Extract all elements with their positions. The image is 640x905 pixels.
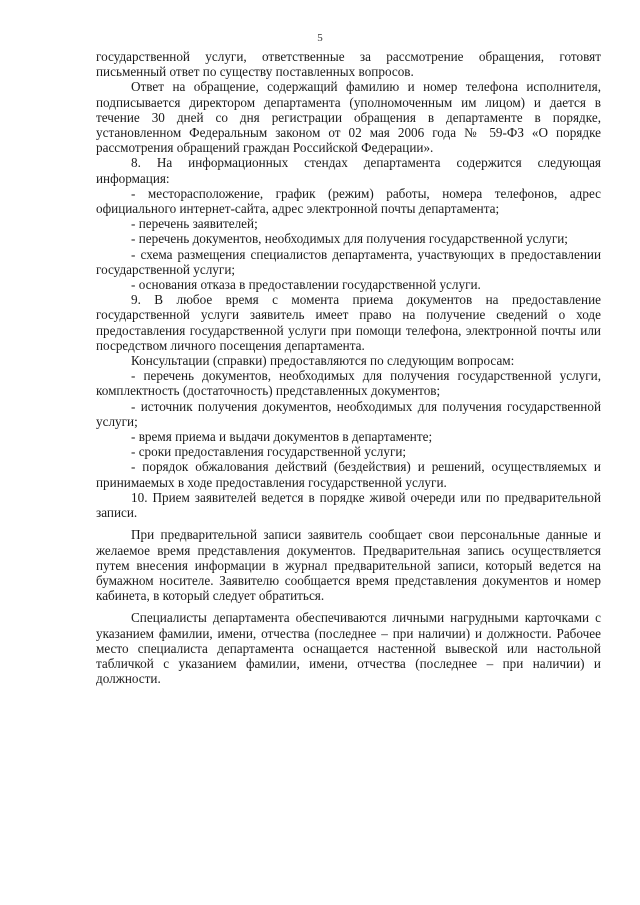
paragraph: - источник получения документов, необходимых для получения государственной услуги; bbox=[96, 398, 601, 429]
paragraph: 10. Прием заявителей ведется в порядке живой очереди или по предварительной записи. bbox=[96, 489, 601, 521]
document-body bbox=[96, 49, 601, 686]
paragraph: - перечень документов, необходимых для получения государственной услуги, комплектность (достаточность) представленных документов; bbox=[96, 368, 601, 399]
paragraph: - схема размещения специалистов департамента, участвующих в предоставлении государственной услуги; bbox=[96, 246, 601, 277]
paragraph: - перечень документов, необходимых для получения государственной услуги; bbox=[131, 231, 568, 247]
paragraph: При предварительной записи заявитель сообщает свои персональные данные и желаемое время представления документов. Предварительная запись осуществляется путем внесения информации в журнал предварительной записи, который ведется на бумажном носителе. Заявителю сообщается время представления документов и номер кабинета, в который следует обратиться. bbox=[96, 527, 601, 604]
page-number: 5 bbox=[317, 32, 323, 44]
paragraph: государственной услуги, ответственные за рассмотрение обращения, готовят письменный ответ по существу поставленных вопросов. bbox=[96, 49, 601, 80]
paragraph: - сроки предоставления государственной услуги; bbox=[131, 444, 407, 460]
paragraph: 9. В любое время с момента приема документов на предоставление государственной услуги заявитель имеет право на получение сведений о ходе предоставления государственной услуги при помощи телефона, электронной почты или посредством личного посещения департамента. bbox=[96, 292, 601, 353]
paragraph: - месторасположение, график (режим) работы, номера телефонов, адрес официального интернет-сайта, адрес электронной почты департамента; bbox=[96, 185, 601, 217]
paragraph: - основания отказа в предоставлении государственной услуги. bbox=[131, 277, 481, 293]
paragraph: - перечень заявителей; bbox=[131, 216, 258, 232]
paragraph: 8. На информационных стендах департамента содержится следующая информация: bbox=[96, 155, 601, 186]
paragraph: - порядок обжалования действий (бездействия) и решений, осуществляемых и принимаемых в ходе предоставления государственной услуги. bbox=[96, 459, 601, 490]
paragraph: Консультации (справки) предоставляются по следующим вопросам: bbox=[131, 353, 515, 369]
paragraph: Специалисты департамента обеспечиваются личными нагрудными карточками с указанием фамилии, имени, отчества (последнее – при наличии) и должности. Рабочее место специалиста департамента оснащается настенной вывеской или настольной табличкой с указанием фамилии, имени, отчества (последнее – при наличии) и должности. bbox=[96, 610, 601, 687]
paragraph: - время приема и выдачи документов в департаменте; bbox=[131, 429, 433, 445]
paragraph: Ответ на обращение, содержащий фамилию и номер телефона исполнителя, подписывается директором департамента (уполномоченным им лицом) и дается в течение 30 дней со дня регистрации обращения в департаменте в порядке, установленном Федеральным законом от 02 мая 2006 года № 59-ФЗ «О порядке рассмотрения обращений граждан Российской Федерации». bbox=[96, 79, 601, 156]
